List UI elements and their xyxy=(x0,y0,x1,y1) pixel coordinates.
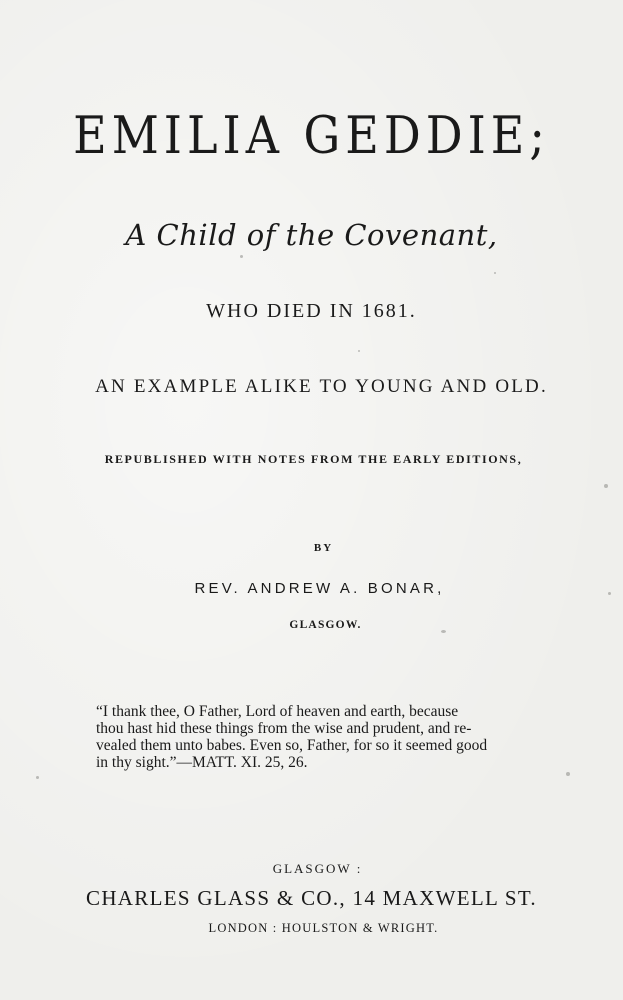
quote-line: “I thank thee, O Father, Lord of heaven and earth, because xyxy=(96,703,459,720)
quote-line: thou hast hid these things from the wise and prudent, and re- xyxy=(96,720,472,737)
epigraph-quote xyxy=(96,703,584,771)
paper-speck xyxy=(240,255,243,258)
author-name: REV. ANDREW A. BONAR, xyxy=(194,580,445,597)
paper-speck xyxy=(494,272,496,274)
book-title: EMILIA GEDDIE; xyxy=(73,104,550,166)
quote-line: vealed them unto babes. Even so, Father, for so it seemed good xyxy=(96,737,488,754)
quote-line: in thy sight.”—MATT. XI. 25, 26. xyxy=(96,754,308,771)
author-city: GLASGOW. xyxy=(289,619,362,631)
paper-speck xyxy=(608,592,611,595)
imprint-publisher: CHARLES GLASS & CO., 14 MAXWELL ST. xyxy=(86,886,537,910)
paper-speck xyxy=(566,772,570,776)
paper-speck xyxy=(604,484,608,488)
imprint-london: LONDON : HOULSTON & WRIGHT. xyxy=(208,921,439,935)
imprint-city: GLASGOW : xyxy=(272,861,363,876)
example-line: AN EXAMPLE ALIKE TO YOUNG AND OLD. xyxy=(95,376,548,397)
by-line: BY xyxy=(313,542,334,554)
book-subtitle: A Child of the Covenant, xyxy=(125,218,498,252)
paper-speck xyxy=(36,776,39,779)
republished-line: REPUBLISHED WITH NOTES FROM THE EARLY EDITIONS, xyxy=(104,452,523,466)
died-line: WHO DIED IN 1681. xyxy=(206,300,417,322)
paper-speck xyxy=(441,630,446,633)
paper-speck xyxy=(358,350,360,352)
